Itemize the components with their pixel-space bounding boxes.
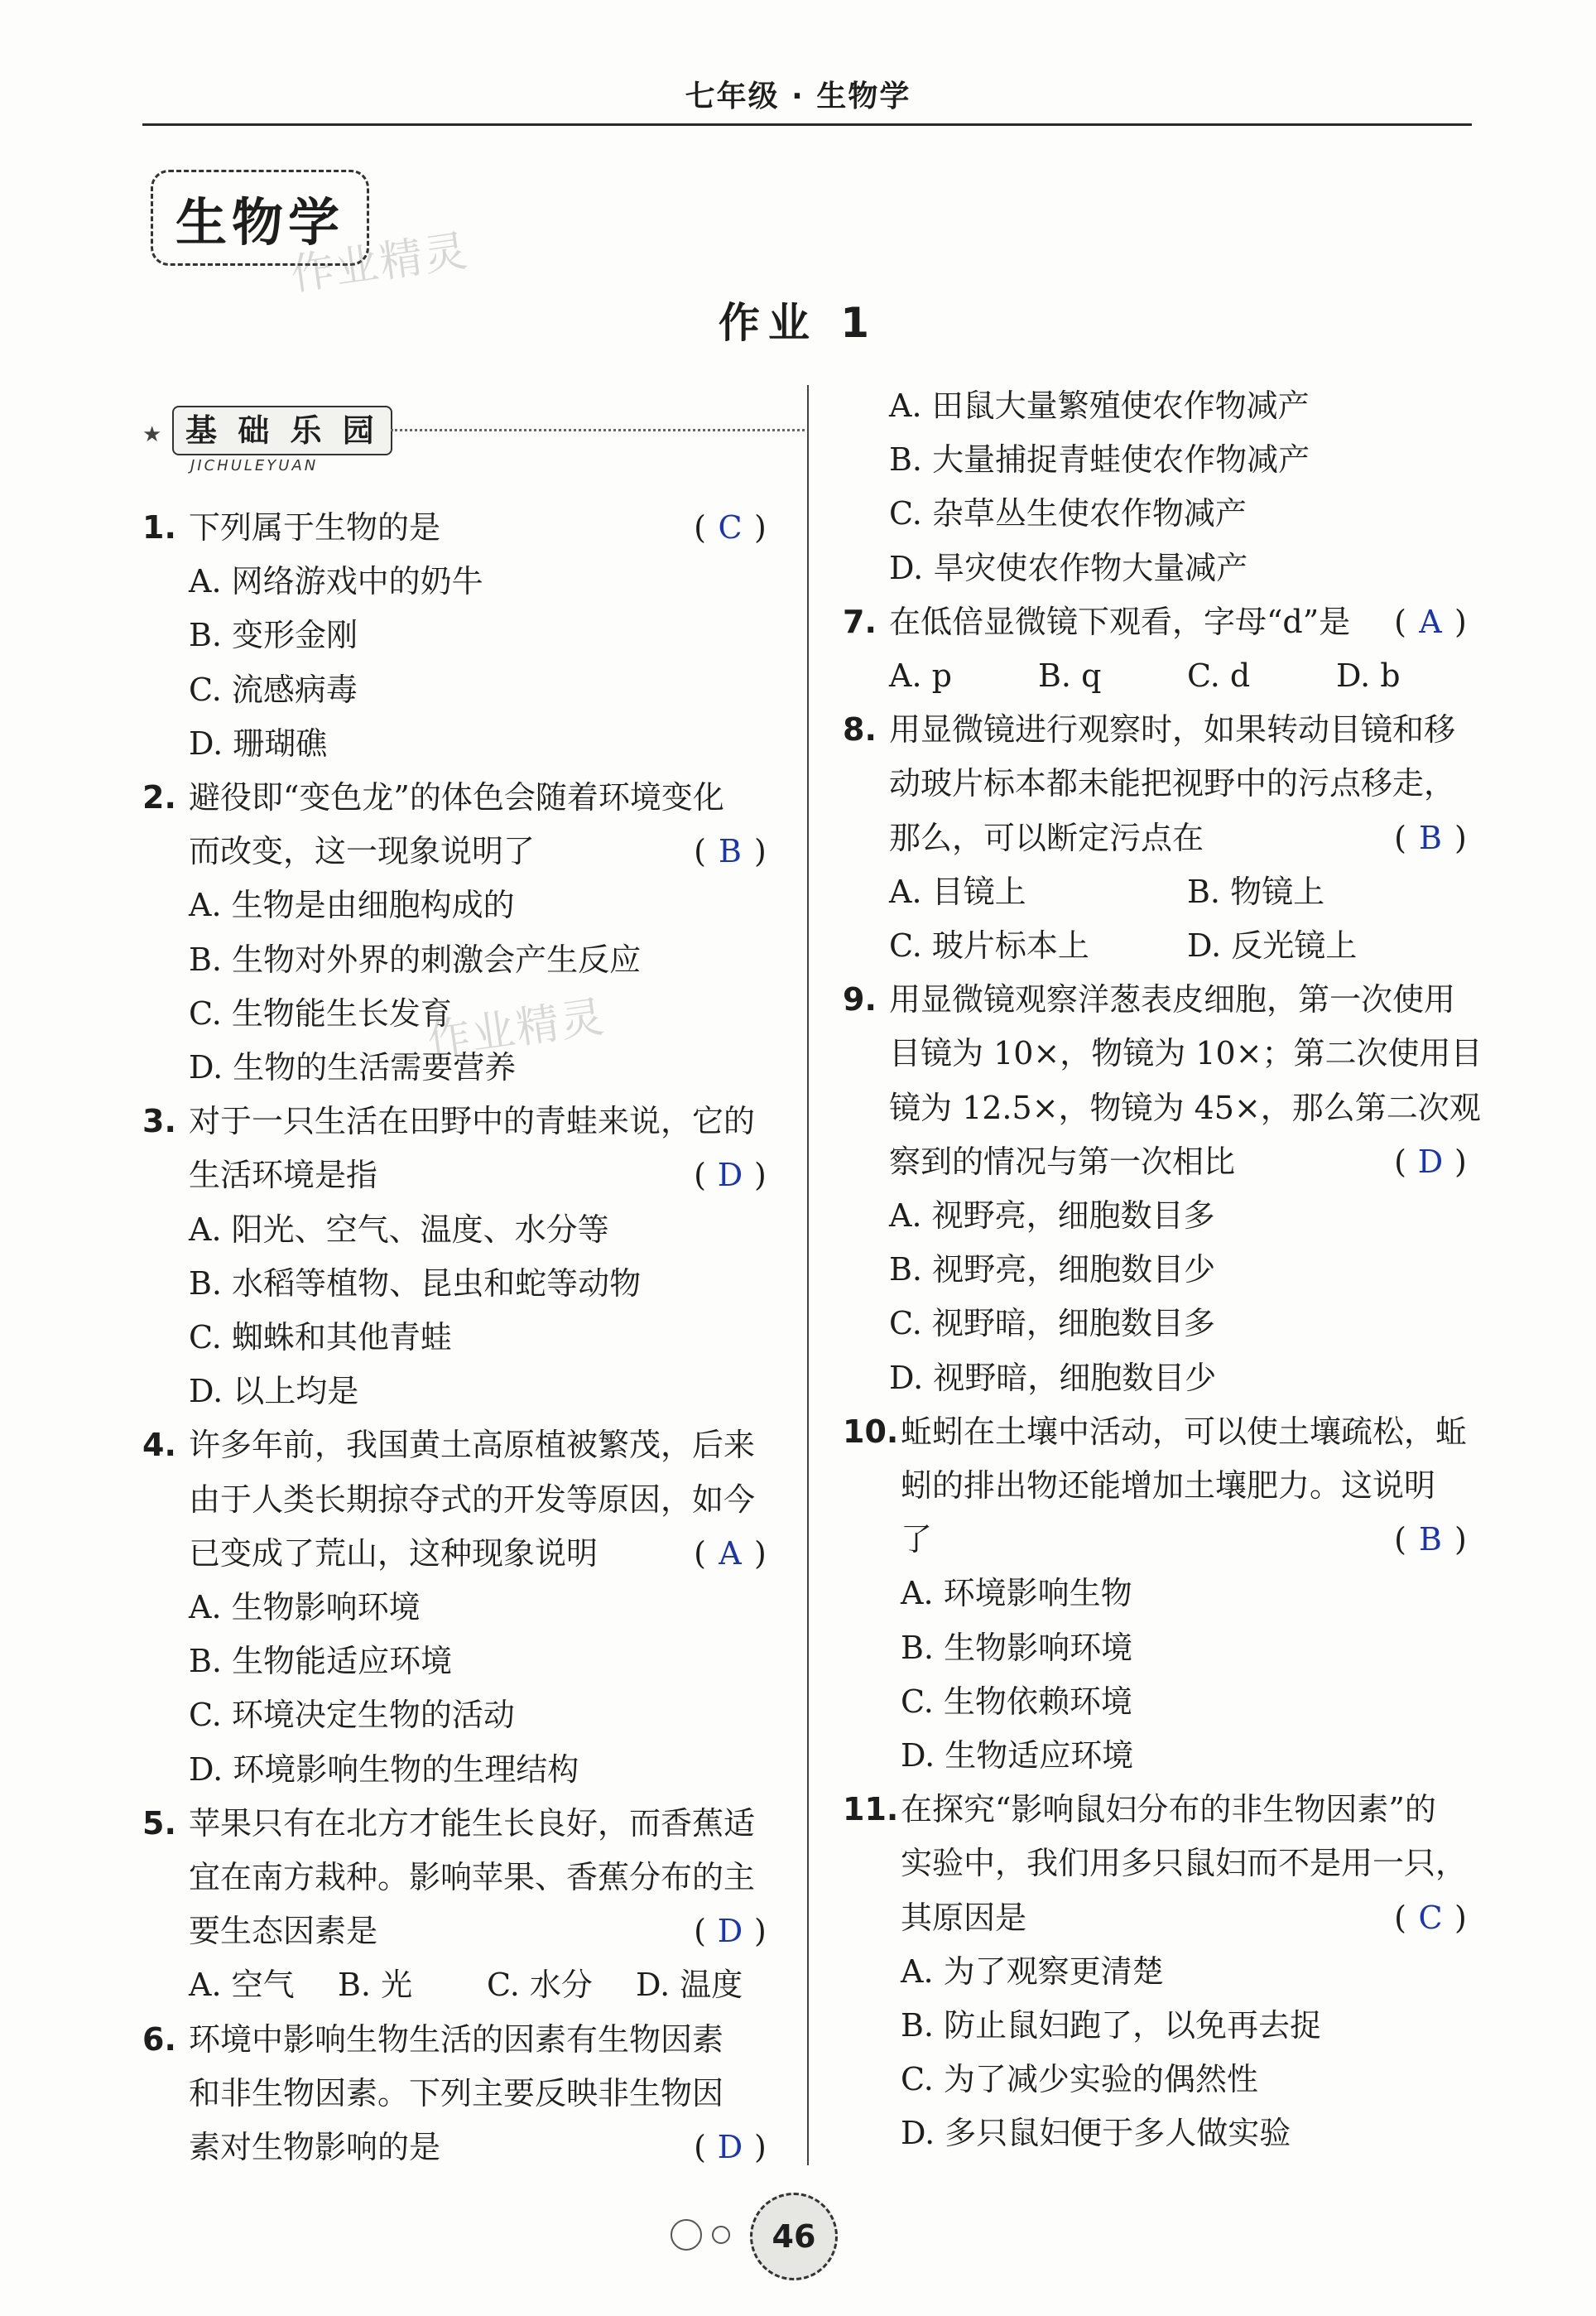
- question-stem-text: 宜在南方栽种。影响苹果、香蕉分布的主: [189, 1859, 756, 1895]
- answer-option-row: [889, 919, 1485, 973]
- watermark: 作业精灵: [287, 226, 472, 301]
- question-stem-line: [142, 771, 780, 825]
- answer-letter: A: [1419, 603, 1442, 640]
- question-number: 9.: [843, 981, 877, 1018]
- question-stem-line: [142, 2013, 780, 2067]
- question-stem-line: [843, 1513, 1480, 1567]
- question-stem-line: [843, 703, 1480, 757]
- bracket-close: ): [754, 1913, 767, 1950]
- bracket-close: ): [754, 2129, 767, 2165]
- answer-option: A. 为了观察更清楚: [901, 1952, 1164, 1990]
- answer-option: D. 温度: [636, 1967, 743, 2004]
- question-stem-text: 用显微镜观察洋葱表皮细胞，第一次使用: [889, 981, 1456, 1018]
- question-stem-line: [142, 825, 780, 879]
- question-stem-text: 素对生物影响的是: [189, 2129, 441, 2165]
- answer-option: C. 视野暗，细胞数目多: [889, 1305, 1215, 1342]
- question-stem-text: 已变成了荒山，这种现象说明: [189, 1534, 598, 1572]
- star-icon: ★: [142, 422, 162, 447]
- answer-option: D. 以上均是: [189, 1373, 359, 1410]
- answer-option: C. 生物能生长发育: [189, 994, 452, 1032]
- question-stem-text: 动玻片标本都未能把视野中的污点移走，: [889, 765, 1456, 802]
- question-number: 11.: [843, 1791, 899, 1828]
- header-rule: [142, 123, 1472, 126]
- column-divider: [807, 385, 809, 2165]
- circle-decoration-icon: [712, 2226, 730, 2244]
- question-stem-line: [142, 2121, 780, 2174]
- answer-bracket: [680, 1148, 780, 1202]
- answer-bracket: [680, 1527, 780, 1581]
- answer-option: A. 生物是由细胞构成的: [189, 887, 515, 924]
- answer-option: D. 生物适应环境: [901, 1737, 1134, 1774]
- question-stem-text: 在低倍显微镜下观看，字母“d”是: [889, 603, 1351, 640]
- question-number: 4.: [142, 1427, 176, 1464]
- answer-option: A. 网络游戏中的奶牛: [189, 563, 483, 600]
- answer-option: C. 蜘蛛和其他青蛙: [189, 1319, 452, 1355]
- question-stem-text: 许多年前，我国黄土高原植被繁茂，后来: [189, 1427, 756, 1464]
- question-stem-line: [142, 2067, 780, 2121]
- question-stem-text: 和非生物因素。下列主要反映非生物因: [189, 2074, 724, 2111]
- bracket-open: (: [1394, 819, 1406, 856]
- bracket-close: ): [1454, 1143, 1467, 1180]
- answer-bracket: [1381, 1135, 1480, 1189]
- answer-option: C. 环境决定生物的活动: [189, 1697, 515, 1734]
- question-stem-text: 了: [901, 1521, 933, 1558]
- answer-letter: D: [717, 1157, 743, 1194]
- bracket-close: ): [754, 1157, 767, 1194]
- bracket-close: ): [754, 509, 767, 546]
- bracket-open: (: [1394, 1143, 1406, 1180]
- bracket-open: (: [694, 1913, 706, 1950]
- answer-option: B. 变形金刚: [189, 617, 358, 654]
- answer-option: C. 流感病毒: [189, 671, 358, 708]
- answer-option: A. 生物影响环境: [189, 1589, 421, 1625]
- question-stem-line: [843, 1891, 1480, 1945]
- answer-option: B. 水稻等植物、昆虫和蛇等动物: [189, 1264, 642, 1302]
- question-number: 6.: [142, 2020, 176, 2058]
- question-stem-line: [142, 1418, 780, 1472]
- answer-bracket: [680, 825, 780, 879]
- question-stem-line: [843, 1135, 1480, 1189]
- bracket-open: (: [694, 1534, 706, 1572]
- question-stem-text: 下列属于生物的是: [189, 509, 441, 546]
- answer-option: A. 视野亮，细胞数目多: [889, 1197, 1215, 1234]
- question-stem-text: 镜为 12.5×，物镜为 45×，那么第二次观: [889, 1089, 1481, 1126]
- question-number: 5.: [142, 1804, 176, 1842]
- page-number-badge: [671, 2184, 853, 2267]
- bracket-close: ): [754, 1534, 767, 1572]
- answer-letter: B: [1419, 819, 1442, 856]
- answer-bracket: [1381, 811, 1480, 865]
- answer-option: D. 旱灾使农作物大量减产: [889, 549, 1248, 586]
- answer-option: A. 田鼠大量繁殖使农作物减产: [889, 388, 1310, 424]
- answer-letter: D: [717, 1913, 743, 1950]
- answer-option: A. 空气: [189, 1967, 295, 2004]
- watermark: 作业精灵: [424, 992, 608, 1067]
- question-stem-text: 避役即“变色龙”的体色会随着环境变化: [189, 779, 724, 816]
- answer-option: C. 水分: [487, 1967, 593, 2004]
- answer-letter: B: [719, 833, 742, 870]
- question-number: 8.: [843, 711, 877, 749]
- answer-option: D. 珊瑚礁: [189, 725, 328, 762]
- question-stem-line: [843, 757, 1480, 811]
- answer-letter: C: [718, 509, 743, 546]
- answer-letter: B: [1419, 1521, 1442, 1558]
- answer-option: C. 玻片标本上: [889, 927, 1089, 964]
- question-stem-line: [843, 1081, 1480, 1135]
- bracket-close: ): [1454, 1521, 1467, 1558]
- question-stem-line: [843, 1459, 1480, 1513]
- question-stem-text: 苹果只有在北方才能生长良好，而香蕉适: [189, 1804, 756, 1842]
- answer-option: D. 环境影响生物的生理结构: [189, 1750, 579, 1788]
- bracket-open: (: [1394, 603, 1406, 640]
- question-stem-line: [843, 595, 1480, 649]
- question-stem-text: 用显微镜进行观察时，如果转动目镜和移: [889, 711, 1456, 749]
- question-number: 7.: [843, 603, 877, 640]
- bracket-open: (: [694, 2129, 706, 2165]
- question-stem-text: 要生态因素是: [189, 1913, 378, 1950]
- answer-bracket: [1381, 1513, 1480, 1567]
- answer-option: B. 生物对外界的刺激会产生反应: [189, 941, 642, 978]
- bracket-open: (: [1394, 1899, 1406, 1936]
- answer-bracket: [1381, 595, 1480, 649]
- answer-option: D. 反光镜上: [1187, 927, 1358, 964]
- question-stem-line: [142, 1904, 780, 1958]
- answer-bracket: [680, 2121, 780, 2174]
- answer-option: A. 环境影响生物: [901, 1575, 1132, 1612]
- question-stem-line: [142, 1797, 780, 1851]
- answer-option: C. 为了减少实验的偶然性: [901, 2061, 1258, 2098]
- question-number: 10.: [843, 1413, 899, 1450]
- answer-letter: D: [717, 2129, 743, 2165]
- homework-title: 作业 1: [718, 299, 878, 347]
- bracket-close: ): [1454, 819, 1467, 856]
- question-stem-text: 实验中，我们用多只鼠妇而不是用一只，: [901, 1845, 1468, 1882]
- answer-option: C. 杂草丛生使农作物减产: [889, 495, 1247, 532]
- question-stem-text: 目镜为 10×，物镜为 10×；第二次使用目: [889, 1035, 1483, 1072]
- question-stem-line: [142, 1473, 780, 1527]
- question-stem-text: 在探究“影响鼠妇分布的非生物因素”的: [901, 1791, 1436, 1828]
- answer-option-row: [889, 649, 1485, 703]
- answer-option-row: [889, 865, 1485, 919]
- answer-option: D. 多只鼠妇便于多人做实验: [901, 2115, 1291, 2152]
- answer-option: B. 生物能适应环境: [189, 1643, 453, 1680]
- answer-option: A. p: [889, 657, 952, 694]
- bracket-open: (: [694, 509, 706, 546]
- question-stem-text: 而改变，这一现象说明了: [189, 833, 536, 870]
- question-stem-text: 由于人类长期掠夺式的开发等原因，如今: [189, 1481, 756, 1518]
- bracket-open: (: [694, 833, 706, 870]
- answer-option: D. 视野暗，细胞数目少: [889, 1359, 1217, 1396]
- section-banner: [142, 406, 805, 480]
- page-header-title: 七年级 · 生物学: [685, 79, 911, 113]
- question-stem-text: 察到的情况与第一次相比: [889, 1143, 1236, 1180]
- page-number: 46: [750, 2193, 838, 2280]
- bracket-open: (: [694, 1157, 706, 1194]
- bracket-open: (: [1394, 1521, 1406, 1558]
- question-stem-line: [142, 1148, 780, 1202]
- answer-option: B. 生物影响环境: [901, 1629, 1133, 1666]
- dotted-divider: [391, 429, 805, 431]
- answer-option: B. 大量捕捉青蛙使农作物减产: [889, 441, 1310, 479]
- answer-bracket: [680, 501, 780, 555]
- question-number: 1.: [142, 509, 176, 546]
- answer-option: B. 视野亮，细胞数目少: [889, 1251, 1216, 1288]
- question-stem-text: 环境中影响生物生活的因素有生物因素: [189, 2020, 724, 2058]
- answer-option: A. 目镜上: [889, 873, 1026, 910]
- answer-letter: D: [1417, 1143, 1444, 1180]
- question-stem-line: [142, 501, 780, 555]
- question-stem-line: [843, 811, 1480, 865]
- question-stem-text: 蚯蚓在土壤中活动，可以使土壤疏松，蚯: [901, 1413, 1468, 1450]
- bracket-close: ): [1454, 1899, 1467, 1936]
- question-stem-line: [843, 1027, 1483, 1081]
- question-stem-text: 其原因是: [901, 1899, 1027, 1936]
- question-stem-line: [142, 1527, 780, 1581]
- question-stem-line: [142, 1851, 780, 1904]
- subject-badge-text: 生物学: [175, 191, 344, 253]
- answer-option: A. 阳光、空气、温度、水分等: [189, 1211, 609, 1248]
- answer-option: B. 防止鼠妇跑了，以免再去捉: [901, 2007, 1322, 2044]
- question-stem-text: 生活环境是指: [189, 1157, 378, 1194]
- answer-option: B. 光: [338, 1967, 413, 2004]
- question-stem-line: [843, 1405, 1480, 1459]
- question-stem-line: [843, 1783, 1480, 1837]
- question-stem-text: 蚓的排出物还能增加土壤肥力。这说明: [901, 1467, 1436, 1504]
- question-stem-line: [843, 973, 1480, 1027]
- section-pinyin: JICHULEYUAN: [190, 457, 319, 474]
- answer-bracket: [680, 1904, 780, 1958]
- question-stem-line: [843, 1837, 1480, 1890]
- answer-option: D. 生物的生活需要营养: [189, 1049, 517, 1086]
- answer-option: D. b: [1336, 657, 1401, 694]
- answer-option: C. d: [1187, 657, 1251, 694]
- answer-option: B. 物镜上: [1187, 873, 1325, 910]
- question-number: 2.: [142, 779, 176, 816]
- question-number: 3.: [142, 1103, 176, 1140]
- bracket-close: ): [754, 833, 767, 870]
- answer-bracket: [1381, 1891, 1480, 1945]
- question-stem-text: 那么，可以断定污点在: [889, 819, 1204, 856]
- answer-option-row: [189, 1958, 785, 2012]
- answer-letter: A: [719, 1534, 742, 1572]
- section-title: 基 础 乐 园: [172, 406, 392, 455]
- circle-decoration-icon: [671, 2219, 702, 2251]
- question-stem-text: 对于一只生活在田野中的青蛙来说，它的: [189, 1103, 756, 1140]
- bracket-close: ): [1454, 603, 1467, 640]
- answer-letter: C: [1418, 1899, 1443, 1936]
- answer-option: B. q: [1038, 657, 1102, 694]
- question-stem-line: [142, 1095, 780, 1148]
- answer-option: C. 生物依赖环境: [901, 1683, 1132, 1720]
